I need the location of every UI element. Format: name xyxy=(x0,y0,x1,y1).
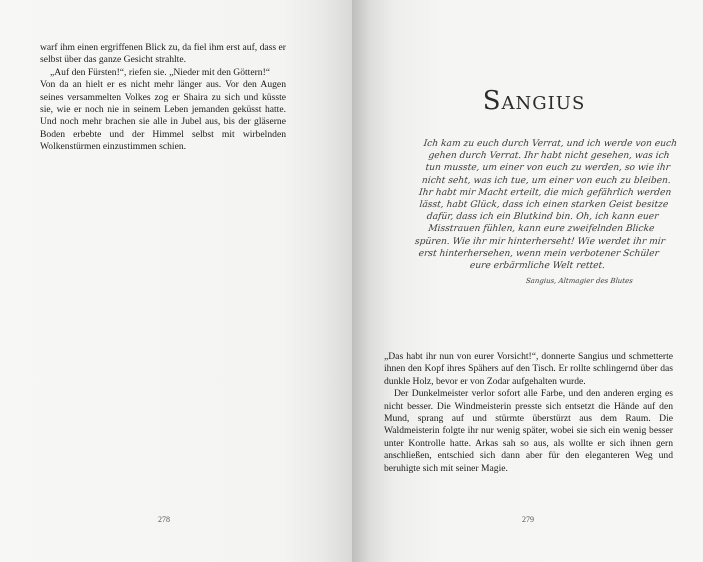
epigraph xyxy=(406,138,680,287)
right-page-text xyxy=(384,351,673,475)
paragraph: warf ihm einen ergriffenen Blick zu, da fiel ihm erst auf, dass er selbst über das ganze Gesicht strahlte. xyxy=(40,42,286,66)
paragraph: „Das habt ihr nun von eurer Vorsicht!“, donnerte Sangius und schmetterte ihnen den Kopf ihres Spähers auf den Tisch. Er rollte schlingernd über das dunkle Holz, bevor er von Zodar aufgehalten wurde. xyxy=(384,351,673,387)
page-number-left: 278 xyxy=(158,515,170,524)
epigraph-text: Ich kam zu euch durch Verrat, und ich werde von euch gehen durch Verrat. Ihr habt nicht gesehen, was ich tun musste, um einer von euch zu werden, so wie ihr nicht seht, was ich tue, um einer von euch zu bleiben. Ihr habt mir Macht erteilt, die mich gefährlich werden lässt, habt Glück, dass ich einen starken Geist besitze dafür, dass ich ein Blutkind bin. Oh, ich kann euer Misstrauen fühlen, kann eure zweifelnden Blicke spüren. Wie ihr mir hinterherseht! Wie werdet ihr mir erst hinterhersehen, wenn mein verbotener Schüler eure erbärmliche Welt rettet. xyxy=(414,139,678,272)
paragraph: Der Dunkelmeister verlor sofort alle Farbe, und den anderen erging es nicht besser. Die Windmeisterin presste sich entsetzt die Hände auf den Mund, sprang auf und stürmte überstürzt aus dem Raum. Die Waldmeisterin folgte ihr nur wenig später, wobei sie sich ein wenig besser unter Kontrolle hatte. Arkas sah so aus, als wollte er sich ihnen gern anschließen, entschied sich dann aber für den eleganteren Weg und beruhigte sich mit seiner Magie. xyxy=(384,388,673,474)
chapter-title: Sangius xyxy=(482,86,586,116)
paragraph: „Auf den Fürsten!“, riefen sie. „Nieder mit den Göttern!“ xyxy=(50,66,271,78)
page-number-right: 279 xyxy=(522,515,534,524)
epigraph-signature: Sangius, Altmagier des Blutes xyxy=(525,277,634,286)
left-page-text xyxy=(40,42,286,154)
paragraph: Von da an hielt er es nicht mehr länger aus. Vor den Augen seines versammelten Volkes zog er Shaira zu sich und küsste sie, wie er noch nie in seinem Leben jemanden geküsst hatte. Und noch mehr brachen sie alle in Jubel aus, bis der gläserne Boden erbebte und der Himmel selbst mit wirbelnden Wolkenstürmen einzustimmen schien. xyxy=(40,79,286,153)
